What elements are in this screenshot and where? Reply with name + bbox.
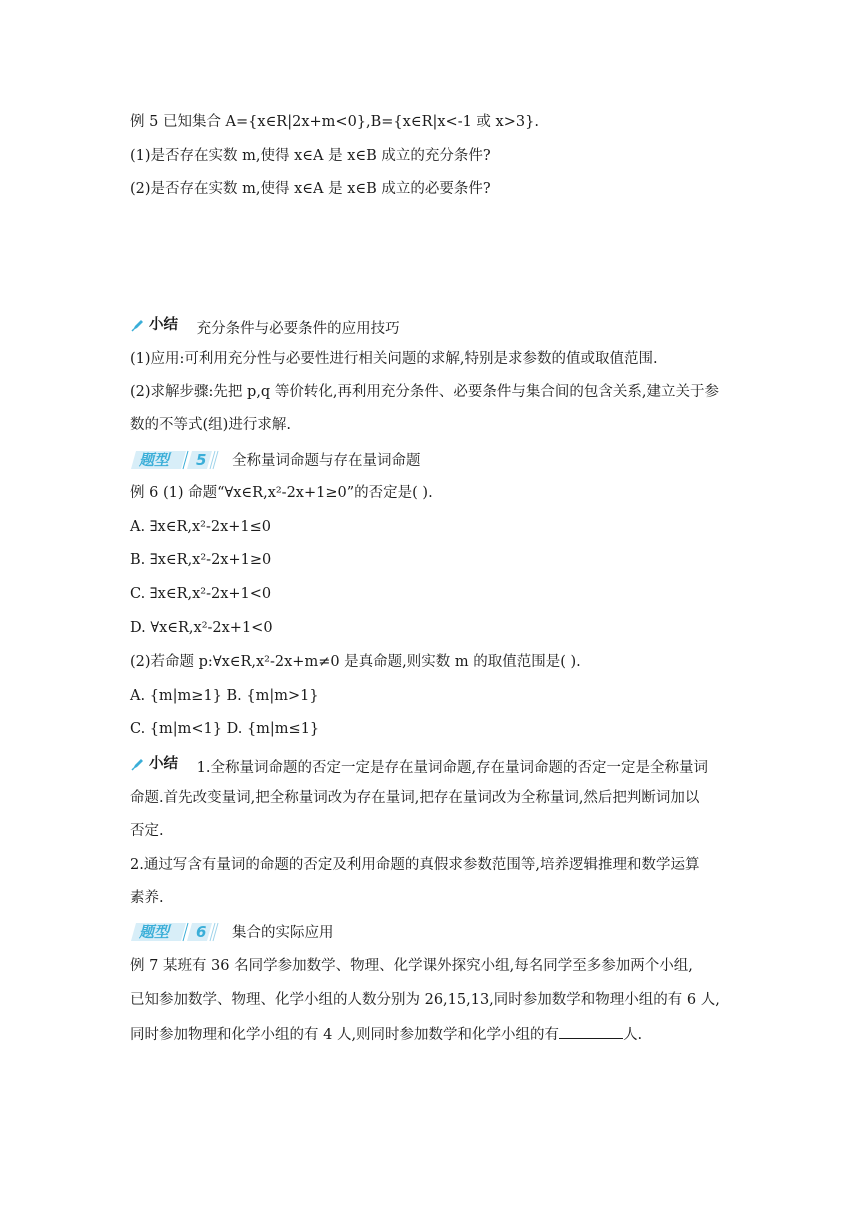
example-7-line-3 [130, 1024, 642, 1045]
summary-2-point-2a: 2.通过写含有量词的命题的否定及利用命题的真假求参数范围等,培养逻辑推理和数学运算 [130, 857, 700, 873]
example-6-options-ab: A. {m|m≥1} B. {m|m>1} [130, 688, 319, 704]
summary-label: 小结 [130, 754, 178, 774]
example-6-question-2: (2)若命题 p:∀x∈R,x²-2x+m≠0 是真命题,则实数 m 的取值范围是( ). [130, 654, 581, 670]
summary-2-point-1c: 否定. [130, 823, 164, 839]
example-6-stem: 例 6 (1) 命题“∀x∈R,x²-2x+1≥0”的否定是( ). [130, 485, 433, 501]
type-6-title: 集合的实际应用 [232, 925, 334, 941]
example-7-line-3-text: 同时参加物理和化学小组的有 4 人,则同时参加数学和化学小组的有 [130, 1027, 560, 1043]
example-6-option-a: A. ∃x∈R,x²-2x+1≤0 [130, 519, 272, 535]
summary-1-heading [130, 315, 400, 339]
summary-2-point-2b: 素养. [130, 890, 164, 906]
summary-label: 小结 [130, 315, 178, 335]
example-6-option-b: B. ∃x∈R,x²-2x+1≥0 [130, 552, 272, 568]
type-6-banner [130, 921, 334, 942]
example-5-question-1: (1)是否存在实数 m,使得 x∈A 是 x∈B 成立的充分条件? [130, 148, 491, 164]
type-number: 6 [196, 922, 207, 941]
example-5-question-2: (2)是否存在实数 m,使得 x∈A 是 x∈B 成立的必要条件? [130, 181, 491, 197]
type-number: 5 [196, 450, 207, 469]
summary-1-point-2b: 数的不等式(组)进行求解. [130, 417, 291, 433]
type-5-banner [130, 449, 421, 470]
type-badge [130, 922, 220, 942]
type-label: 题型 [139, 922, 170, 941]
example-5-stem: 例 5 已知集合 A={x∈R|2x+m<0},B={x∈R|x<-1 或 x>3}. [130, 114, 539, 130]
summary-1-point-1: (1)应用:可利用充分性与必要性进行相关问题的求解,特别是求参数的值或取值范围. [130, 351, 658, 367]
example-7-line-3-end: 人. [623, 1027, 643, 1043]
pen-icon [130, 756, 146, 772]
type-badge [130, 450, 220, 470]
summary-1-title: 充分条件与必要条件的应用技巧 [196, 321, 400, 337]
summary-2-point-1b: 命题.首先改变量词,把全称量词改为存在量词,把存在量词改为全称量词,然后把判断词加以 [130, 790, 700, 806]
example-6-option-d: D. ∀x∈R,x²-2x+1<0 [130, 620, 273, 636]
example-6-option-c: C. ∃x∈R,x²-2x+1<0 [130, 586, 272, 602]
summary-1-point-2a: (2)求解步骤:先把 p,q 等价转化,再利用充分条件、必要条件与集合间的包含关系,建立关于参 [130, 384, 720, 400]
summary-2-heading [130, 754, 708, 778]
example-7-line-1: 例 7 某班有 36 名同学参加数学、物理、化学课外探究小组,每名同学至多参加两个小组, [130, 958, 693, 974]
type-5-title: 全称量词命题与存在量词命题 [232, 453, 421, 469]
example-6-options-cd: C. {m|m<1} D. {m|m≤1} [130, 721, 320, 737]
type-label: 题型 [139, 450, 170, 469]
pen-icon [130, 317, 146, 333]
summary-2-point-1a: 1.全称量词命题的否定一定是存在量词命题,存在量词命题的否定一定是全称量词 [196, 760, 709, 776]
example-7-line-2: 已知参加数学、物理、化学小组的人数分别为 26,15,13,同时参加数学和物理小组的有 6 人, [130, 992, 720, 1008]
answer-blank[interactable] [559, 1024, 623, 1039]
